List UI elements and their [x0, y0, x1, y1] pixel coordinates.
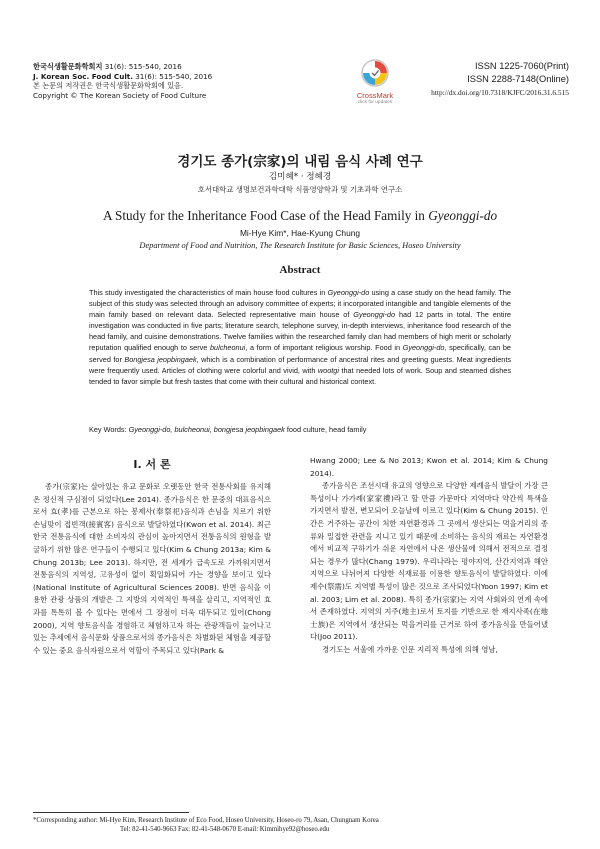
doi-link[interactable]: http://dx.doi.org/10.7318/KJFC/2016.31.6.515 — [431, 88, 569, 97]
paragraph: 경기도는 서울에 가까운 인문 지리적 특성에 의해 영남, — [322, 644, 498, 654]
copyright-ko: 본 논문의 저작권은 한국식생활문화학회에 있음. — [33, 81, 184, 91]
abstract-heading: Abstract — [279, 264, 321, 276]
journal-citation-ko: 한국식생활문화학회지 31(6): 515-540, 2016 — [33, 62, 182, 71]
crossmark-icon — [360, 58, 390, 88]
section-heading-introduction: Ⅰ. 서 론 — [133, 458, 171, 471]
body-column-left — [33, 455, 271, 657]
journal-header — [33, 62, 212, 100]
affiliation-ko: 호서대학교 생명보건과학대학 식품영양학과 및 기초과학 연구소 — [197, 185, 403, 194]
issn-print: ISSN 1225-7060(Print) — [474, 61, 569, 71]
body-column-right — [310, 455, 548, 657]
journal-citation-en: J. Korean Soc. Food Cult. 31(6): 515-540, 2016 — [33, 71, 213, 81]
abstract-body: This study investigated the characteristics of main house food cultures in Gyeonggi-do using a case study on the head family. The subject of this study was selected through an advisory committee of experts; it incorporated intangible and tangible elements of the main family based on relevant data. Selected representative main house of Gyeonggi-do had 12 parts in total. The entire investigation was conducted in five parts; literature search, telephone survey, in-depth interviews, inheritance food research of the head family, and cuisine demonstrations. Twelve families within the researched family clan had members of high merit or scholarly reputation qualified enough to serve bulcheonui, a form of important religious worship. Food in Gyeonggi-do, specifically, can be served for Bongjesa jeopbingaek, which is a combination of performance of ancestral rites and greeting guests. Meat ingredients were frequently used. Articles of clothing were colorful and vivid, with wootgi that needed lots of work. Soup and steamed dishes tended to favor simple but fresh tastes that come with their cultural and historical context. — [89, 288, 511, 386]
issn-block — [431, 60, 569, 99]
authors-ko: 김미혜* · 정혜경 — [268, 172, 332, 182]
crossmark-badge[interactable] — [353, 58, 397, 105]
footnote-divider — [33, 812, 189, 813]
issn-online: ISSN 2288-7148(Online) — [467, 74, 569, 84]
copyright-en: Copyright © The Korean Society of Food Culture — [33, 90, 207, 100]
affiliation-en: Department of Food and Nutrition, The Research Institute for Basic Sciences, Hoseo University — [139, 241, 461, 250]
keywords: Key Words: Gyeonggi-do, bulcheonui, bongjesa jeopbingaek food culture, head family — [89, 425, 367, 434]
authors-en: Mi-Hye Kim*, Hae-Kyung Chung — [239, 228, 361, 238]
crossmark-sublabel: click for updates — [357, 100, 393, 105]
paragraph: 종가음식은 조선시대 유교의 영향으로 다양한 제례음식 발달이 가장 큰 특성이나 가가례(家家禮)라고 할 만큼 가문마다 지역마다 약간씩 특색을 가지면서 발전, 변모되어 오늘날에 이르고 있다(Kim & Chung 2015). 인간은 거주하는 공간이 처한 자연환경과 그 곳에서 생산되는 먹을거리의 종류와 밀접한 관련을 지니고 있기 때문에 소비하는 음식의 재료는 자연환경에서 비교적 구하기가 쉬운 자연에서 나온 생산물에 의해서 전적으로 결정되는 경우가 많다(Chang 1979). 우리나라는 평야지역, 산간지역과 해안지역으로 나뉘어져 다양한 식재료를 이용한 향토음식이 발달하였다. 이에 제수(祭需)도 지역별 특성이 많은 것으로 조사되었다(Yoon 1997; Kim et al. 2003; Lim et al. 2008). 특히 종가(宗家)는 지역 사회와의 연계 속에서 존재하였다. 지역의 지주(地主)로서 토지를 기반으로 한 재지사족(在地士族)은 지역에서 생산되는 먹을거리를 근거로 하여 종가음식을 만들어냈다(Joo 2011). — [310, 481, 548, 642]
corresponding-author-footnote: *Corresponding author: Mi-Hye Kim, Research Institute of Eco Food, Hoseo University, Hoseo-ro 79, Asan, Chungnam Korea Tel: 82-41-540-9663 Fax: 82-41-548-0670 E-mail: Kimmihye92@hoseo.edu — [33, 817, 379, 834]
paper-title-en: A Study for the Inheritance Food Case of the Head Family in Gyeonggi-do — [102, 208, 498, 223]
crossmark-label: CrossMark — [356, 91, 394, 100]
paper-title-ko: 경기도 종가(宗家)의 내림 음식 사례 연구 — [177, 154, 423, 170]
paragraph: 종가(宗家)는 살아있는 유교 문화로 오랫동안 한국 전통사회를 유지해온 정신적 구심점이 되었다(Lee 2014). 종가음식은 한 문중의 대표음식으로서 효(孝)를 근본으로 하는 봉제사(奉祭祀)음식과 손님을 치르기 위한 손님맞이 접빈객(接賓客) 음식으로 발달하였다(Kwon et al. 2014). 최근 한국 전통음식에 대한 소비자의 관심이 높아지면서 전통음식의 원형을 발굴하기 위한 많은 연구들이 수행되고 있다(Kim & Chung 2013a; Kim & Chung 2013b; Lee 2013). 하지만, 전 세계가 급속도로 가까워지면서 전통음식의 지역성, 고유성이 없이 획일화되어 가는 경향을 보이고 있다(National Institute of Agricultural Sciences 2008). 반면 음식을 이용한 관광 상품의 개발은 그 지방의 지역적인 특색을 살리고, 지역적인 효과를 톡톡히 볼 수 있다는 면에서 그 장점이 더욱 대두되고 있어(Chong 2000), 지역 향토음식을 경험하고 체험하고자 하는 관광객들이 늘어나고 있는 추세에서 음식문화 상품으로서의 종가음식은 차별화된 체험을 제공할 수 있는 중요 음식자원으로서 역할이 주목되고 있다(Park & — [33, 482, 271, 655]
paragraph: Hwang 2000; Lee & No 2013; Kwon et al. 2014; Kim & Chung 2014). — [310, 456, 548, 478]
